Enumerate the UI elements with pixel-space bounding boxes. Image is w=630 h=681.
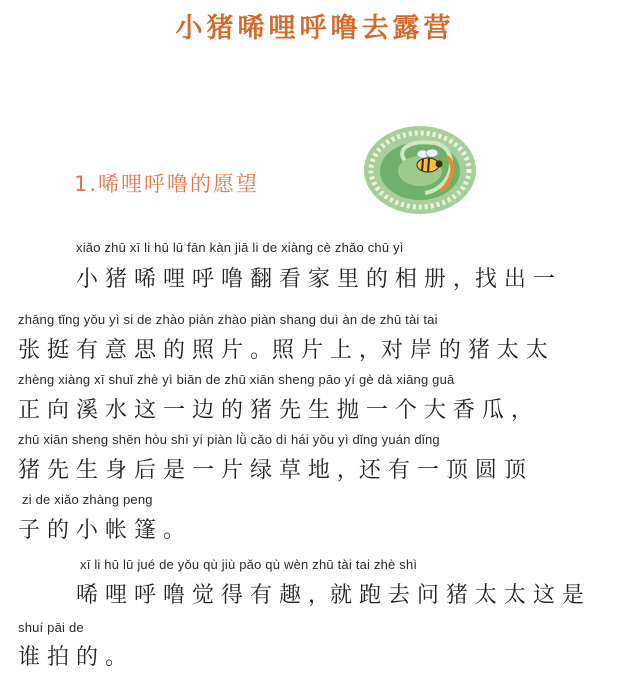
pinyin-line-6: xī li hū lū jué de yǒu qù jiù pǎo qù wèn zhū tài tai zhè shì [80,557,418,572]
pinyin-line-4: zhū xiān sheng shēn hòu shì yí piàn lǜ cǎo dì hái yǒu yì dǐng yuán dǐng [18,432,440,447]
text-line-2: 张 挺 有 意 思 的 照 片 。照 片 上 ，对 岸 的 猪 太 太 [18,338,548,363]
pinyin-line-3: zhèng xiàng xī shuǐ zhè yì biān de zhū xiān sheng pāo yí gè dà xiāng guā [18,372,455,387]
pinyin-line-7: shuí pāi de [18,620,84,635]
book-title: 小猪唏哩呼噜去露营 [175,13,455,44]
text-line-3: 正 向 溪 水 这 一 边 的 猪 先 生 抛 一 个 大 香 瓜 ， [18,398,533,423]
text-line-6: 唏 哩 呼 噜 觉 得 有 趣 ，就 跑 去 问 猪 太 太 这 是 [76,583,584,608]
text-line-7: 谁 拍 的 。 [18,645,127,670]
text-line-1: 小 猪 唏 哩 呼 噜 翻 看 家 里 的 相 册 ，找 出 一 [76,267,555,292]
pinyin-line-1: xiǎo zhū xī li hū lū fān kàn jiā li de xiàng cè zhǎo chū yì [76,240,404,255]
pinyin-line-2: zhāng tǐng yǒu yì si de zhào piàn zhào piàn shang duì àn de zhū tài tai [18,312,438,327]
text-line-5: 子 的 小 帐 篷 。 [18,518,185,543]
pinyin-line-5: zi de xiǎo zhàng peng [22,492,153,507]
text-line-4: 猪 先 生 身 后 是 一 片 绿 草 地 ，还 有 一 顶 圆 顶 [18,458,526,483]
chapter-title: 1.唏哩呼噜的愿望 [74,172,260,196]
bee-on-lilypad-icon [360,118,480,218]
